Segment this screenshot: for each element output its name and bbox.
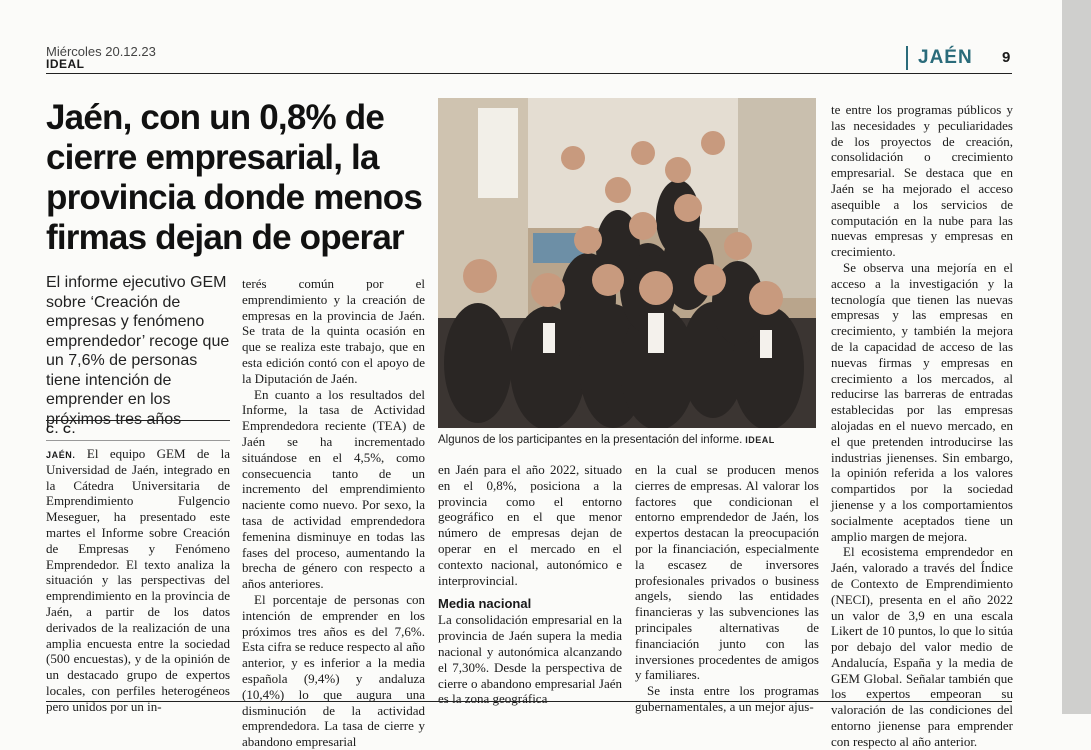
byline-rule-lower <box>46 440 230 441</box>
photo-credit: IDEAL <box>745 435 775 445</box>
text-column-3 <box>438 462 622 707</box>
text-column-1 <box>46 446 230 715</box>
page-edge <box>1062 0 1091 714</box>
paragraph-text: El equipo GEM de la Universidad de Jaén, integrado en la Cátedra Universitaria de Emprendimiento Fulgencio Meseguer, ha presentado este martes el Informe sobre Creación de Empresas y Fenómeno Emprendedor. El texto analiza la situación y las perspectivas del emprendimiento en la provincia de Jaén, a partir de los datos derivados de la realización de una amplia encuesta entre la sociedad (500 encuestas), y de la opinión de un destacado grupo de expertos locales, con perfiles heterogéneos pero unidos por un in- <box>46 446 230 714</box>
paragraph: en la cual se producen menos cierres de empresas. Al valorar los factores que condicionan el entorno emprendedor de Jaén, los expertos destacan la preocupación por la financiación, especialmente la escasez de inversores profesionales privados o business angels, siendo las entidades financieras y las subvenciones las principales alternativas de financiación junto con las inversiones procedentes de amigos y familiares. <box>635 462 819 683</box>
group-photo <box>438 98 816 428</box>
paragraph: Se insta entre los programas gubernamentales, a un mejor ajus- <box>635 683 819 714</box>
caption-text: Algunos de los participantes en la presentación del informe. <box>438 434 743 446</box>
paragraph: El porcentaje de personas con intención de emprender en los próximos tres años es del 7,6%. Esta cifra se reduce respecto al año anterior, y es inferior a la media española (9,4%) y andaluza (10,4%) lo que augura una disminución de la actividad emprendedora. La tasa de cierre y abandono empresarial <box>242 591 425 750</box>
byline: C. C. <box>46 424 77 436</box>
footer-rule <box>46 701 1012 702</box>
page-number: 9 <box>1002 49 1011 66</box>
subheadline: El informe ejecutivo GEM sobre ‘Creación de empresas y fenómeno emprendedor’ recoge que un 7,6% de personas tiene intención de emprender en los próximos tres años <box>46 274 230 428</box>
paragraph: Se observa una mejoría en el acceso a la investigación y la tecnología que tienen las nuevas empresas y las empresas en crecimiento, y también la mejora de la capacidad de acceso de las nuevas firmas y empresas en crecimiento a los mercados, al reducirse las barreras de entradas establecidas por las empresas alojadas en el nuevo mercado, en el que pretenden introducirse las industrias jienenses. Sin embargo, la opinión referida a los valores compartidos por la sociedad jienense y a los comportamientos socialmente aceptados tiene un amplio margen de mejora. <box>831 259 1013 544</box>
paragraph: terés común por el emprendimiento y la creación de empresas en la provincia de Jaén. Se trata de la quinta ocasión en que se realiza este trabajo, que en esta edición contó con el apoyo de la Diputación de Jaén. <box>242 276 425 386</box>
section-label: JAÉN <box>906 46 973 70</box>
paragraph: El ecosistema emprendedor en Jaén, valorado a través del Índice de Contexto de Emprendimiento (NECI), presenta en el año 2022 un valor de 3,9 en una escala Likert de 10 puntos, lo que lo sitúa por debajo del valor medio de Andalucía, España y la media de GEM Global. Señalar también que los expertos empeoran su valoración de las condiciones del entorno jienense para emprender con respecto al año anterior. <box>831 544 1013 749</box>
photo-caption <box>438 434 818 446</box>
headline: Jaén, con un 0,8% de cierre empresarial, la provincia donde menos firmas dejan de operar <box>46 98 423 257</box>
text-column-2 <box>242 276 425 750</box>
text-column-5 <box>831 102 1013 750</box>
header-rule <box>46 73 1012 74</box>
paragraph: te entre los programas públicos y las necesidades y peculiaridades de los proyectos de creación, consolidación o crecimiento empresarial. Se destaca que en Jaén se ha mejorado el acceso asequible a los servicios de computación en la nube para las nuevas empresas y empresas en crecimiento. <box>831 102 1013 260</box>
group-photo-illustration <box>438 98 816 428</box>
issue-date: Miércoles 20.12.23 <box>46 44 156 59</box>
byline-rule <box>46 420 230 421</box>
paragraph: en Jaén para el año 2022, situado en el 0,8%, posiciona a la provincia como el entorno geográfico en el que menor número de empresas dejan de operar en el mercado en el contexto nacional, autonómico e interprovincial. <box>438 462 622 588</box>
paragraph <box>46 446 230 715</box>
publication-name: IDEAL <box>46 57 85 71</box>
dateline: JAÉN. <box>46 450 76 460</box>
text-column-4 <box>635 462 819 715</box>
paragraph: En cuanto a los resultados del Informe, la tasa de Actividad Emprendedora reciente (TEA) de Jaén se ha incrementado situándose en el 4,5%, como consecuencia tanto de un incremento del emprendimiento naciente como nuevo. Por sexo, la tasa de actividad emprendedora femenina disminuye en todas las fases del proceso, aumentando la brecha de género con respecto a años anteriores. <box>242 386 425 592</box>
intertitle: Media nacional <box>438 596 532 612</box>
paragraph: La consolidación empresarial en la provincia de Jaén supera la media nacional y autonómica alcanzando el 7,30%. Desde la perspectiva de cierre o abandono empresarial Jaén es la zona geográfica <box>438 612 622 707</box>
